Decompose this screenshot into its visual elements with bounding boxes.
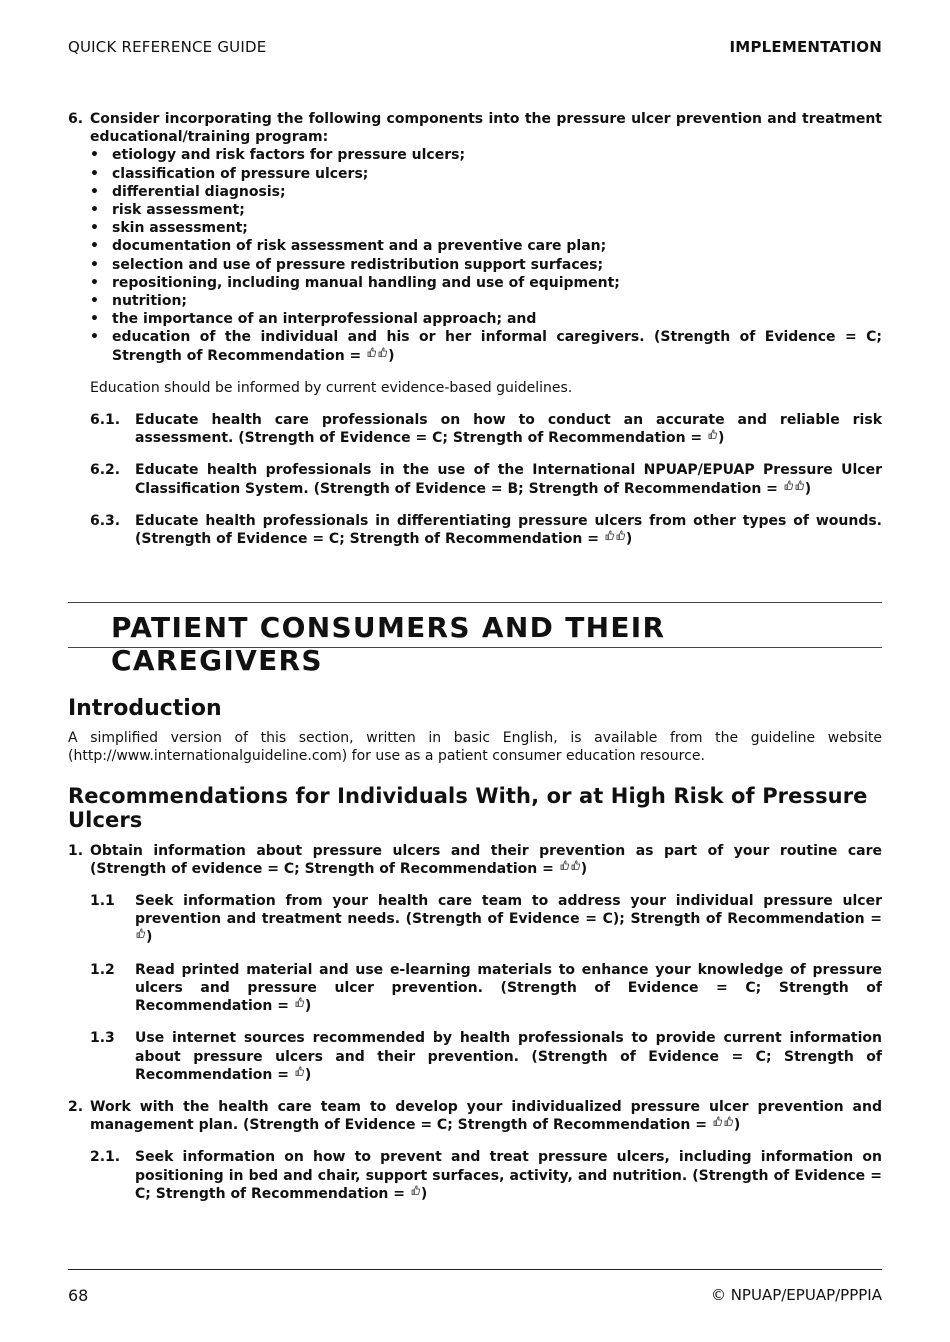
- running-header-title: QUICK REFERENCE GUIDE: [68, 38, 267, 56]
- sub-recommendation-6-3: 6.3. Educate health professionals in differentiating pressure ulcers from other types of wounds. (Strength of Evidence = C; Strength of Recommendation = ): [90, 512, 882, 548]
- recommendation-6: [68, 110, 882, 365]
- thumbs-up-icon: [724, 1116, 733, 1126]
- item-number: 6.: [68, 111, 84, 127]
- thumbs-up-icon: [605, 530, 614, 540]
- thumbs-up-icon: [708, 429, 717, 439]
- thumbs-up-icon: [136, 928, 145, 938]
- running-header-section: IMPLEMENTATION: [729, 38, 882, 56]
- component-list: [68, 146, 882, 364]
- recommendation-2: 2. Work with the health care team to develop your individualized pressure ulcer prevention and management plan. (Strength of Evidence = C; Strength of Recommendation = ): [68, 1098, 882, 1134]
- introduction-text: A simplified version of this section, written in basic English, is available from the guideline website (http://www.internationalguideline.com) for use as a patient consumer education resource.: [68, 730, 882, 765]
- page-content: [68, 110, 882, 1203]
- thumbs-up-icon: [795, 480, 804, 490]
- thumbs-up-icon: [378, 347, 387, 357]
- introduction-heading: Introduction: [68, 696, 222, 722]
- list-item: • nutrition;: [90, 293, 188, 310]
- copyright: © NPUAP/EPUAP/PPPIA: [710, 1286, 882, 1304]
- education-note: Education should be informed by current evidence-based guidelines.: [90, 379, 573, 396]
- sub-recommendation-1-1: 1.1 Seek information from your health care team to address your individual pressure ulcer prevention and treatment needs. (Strength of Evidence = C); Strength of Recommendation = ): [90, 893, 882, 946]
- thumbs-up-icon: [784, 480, 793, 490]
- list-item: • selection and use of pressure redistribution support surfaces;: [90, 256, 604, 273]
- list-item: • skin assessment;: [90, 220, 248, 237]
- thumbs-up-icon: [411, 1185, 420, 1195]
- item-text: Consider incorporating the following components into the pressure ulcer prevention and treatment educational/training program:: [90, 111, 882, 146]
- recommendation-1: 1. Obtain information about pressure ulcers and their prevention as part of your routine care (Strength of evidence = C; Strength of Recommendation = ): [68, 842, 882, 877]
- thumbs-up-icon: [367, 347, 376, 357]
- sub-recommendation-1-3: 1.3 Use internet sources recommended by health professionals to provide current information about pressure ulcers and their prevention. (Strength of Evidence = C; Strength of Recommendation = ): [90, 1030, 882, 1083]
- thumbs-up-icon: [713, 1116, 722, 1126]
- sub-recommendation-2-1: 2.1. Seek information on how to prevent and treat pressure ulcers, including information on positioning in bed and chair, support surfaces, activity, and nutrition. (Strength of Evidence = C; Strength of Recommendation = ): [90, 1149, 882, 1202]
- sub-recommendation-6-1: 6.1. Educate health care professionals on how to conduct an accurate and reliable risk assessment. (Strength of Evidence = C; Strength of Recommendation = ): [90, 412, 882, 447]
- list-item: • classification of pressure ulcers;: [90, 165, 369, 182]
- list-item: • documentation of risk assessment and a preventive care plan;: [90, 238, 607, 255]
- page-number: 68: [68, 1286, 89, 1305]
- section-banner: [68, 602, 882, 678]
- recommendations-heading: Recommendations for Individuals With, or at High Risk of Pressure Ulcers: [68, 783, 868, 832]
- list-item: • the importance of an interprofessional approach; and: [90, 311, 537, 328]
- list-item: • risk assessment;: [90, 202, 245, 219]
- thumbs-up-icon: [571, 860, 580, 870]
- list-item: • differential diagnosis;: [90, 183, 286, 200]
- thumbs-up-icon: [295, 1066, 304, 1076]
- list-item: • repositioning, including manual handling and use of equipment;: [90, 274, 620, 291]
- thumbs-up-icon: [560, 860, 569, 870]
- section-title: PATIENT CONSUMERS AND THEIR CAREGIVERS: [111, 611, 666, 678]
- sub-recommendation-6-2: 6.2. Educate health professionals in the use of the International NPUAP/EPUAP Pressure Ulcer Classification System. (Strength of Evidence = B; Strength of Recommendation = ): [90, 462, 882, 497]
- thumbs-up-icon: [295, 997, 304, 1007]
- sub-recommendation-1-2: 1.2 Read printed material and use e-learning materials to enhance your knowledge of pressure ulcers and pressure ulcer prevention. (Strength of Evidence = C; Strength of Recommendation = ): [90, 961, 882, 1015]
- list-item: • etiology and risk factors for pressure ulcers;: [90, 147, 466, 164]
- footer-rule: [68, 1269, 882, 1270]
- thumbs-up-icon: [616, 530, 625, 540]
- list-item: • education of the individual and his or her informal caregivers. (Strength of Evidence = C; Strength of Recommendation = ): [90, 329, 882, 364]
